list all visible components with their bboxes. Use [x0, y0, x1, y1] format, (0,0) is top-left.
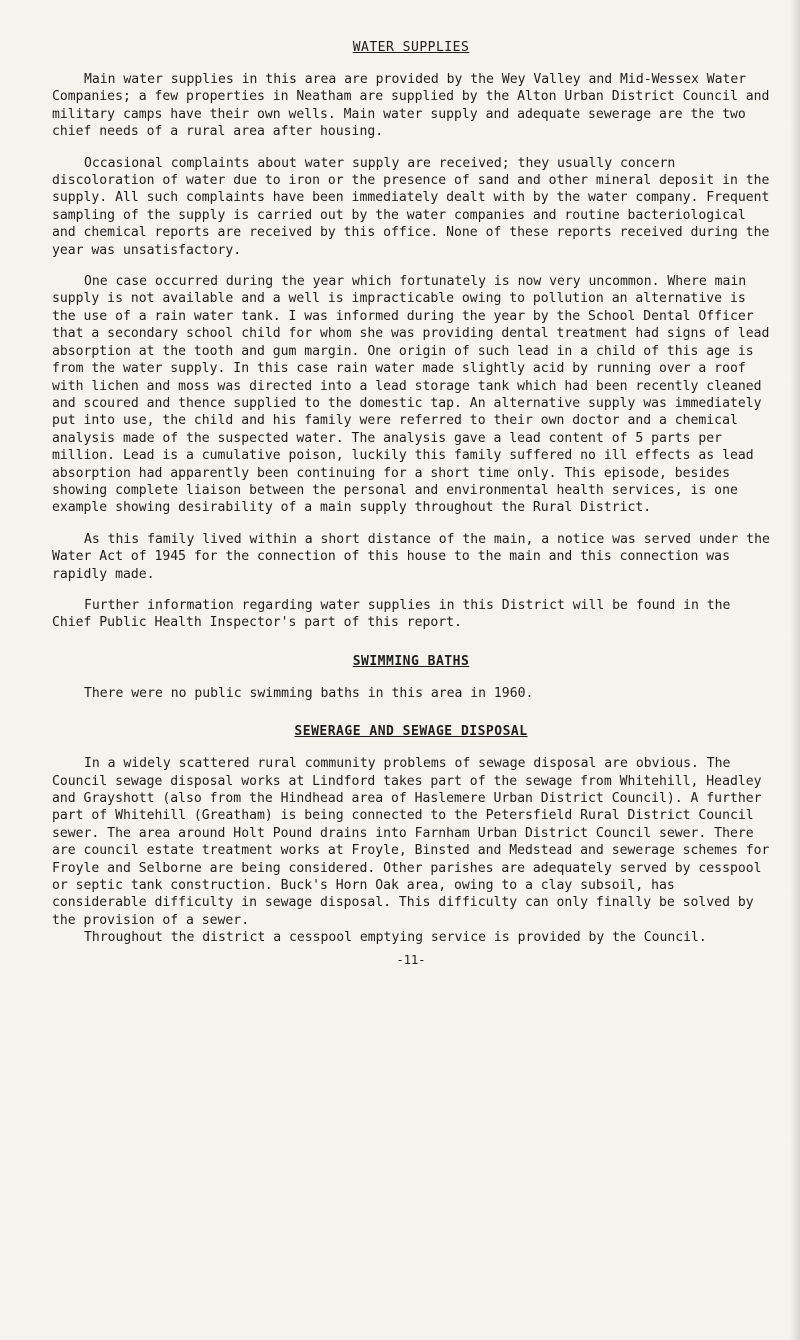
water-paragraph-5: Further information regarding water supplies in this District will be found in the Chief Public Health Inspector's part of this report. [52, 597, 731, 631]
sewerage-paragraph-2: Throughout the district a cesspool emptying service is provided by the Council. [84, 930, 707, 946]
water-paragraph-3: One case occurred during the year which fortunately is now very uncommon. Where main supply is not available and a well is impracticable owing to pollution an alternative is the use of a rain water tank. I was informed during the year by the School Dental Officer that a secondary school child for whom she was providing dental treatment had signs of lead absorption at the tooth and gum margin. One origin of such lead in a child of this age is from the water supply. In this case rain water made slightly acid by running over a roof with lichen and moss was directed into a lead storage tank which had been recently cleaned and scoured and thence supplied to the domestic tap. An alternative supply was immediately put into use, the child and his family were referred to their own doctor and a chemical analysis made of the suspected water. The analysis gave a lead content of 5 parts per million. Lead is a cumulative poison, luckily this family suffered no ill effects as lead absorption had apparently been continuing for a short time only. This episode, besides showing complete liaison between the personal and environmental health services, is one example showing desirability of a main supply throughout the Rural District. [52, 274, 770, 516]
water-paragraph-2: Occasional complaints about water supply are received; they usually concern discoloration of water due to iron or the presence of sand and other mineral deposit in the supply. All such complaints have been immediately dealt with by the water company. Frequent sampling of the supply is carried out by the water companies and routine bacteriological and chemical reports are received by this office. None of these reports received during the year was unsatisfactory. [52, 155, 770, 258]
page-number: -11- [396, 952, 426, 967]
swimming-paragraph-1: There were no public swimming baths in this area in 1960. [84, 685, 534, 701]
water-paragraph-1: Main water supplies in this area are provided by the Wey Valley and Mid-Wessex Water Companies; a few properties in Neatham are supplied by the Alton Urban District Council and military camps have their own wells. Main water supply and adequate sewerage are the two chief needs of a rural area after housing. [52, 72, 770, 140]
water-supplies-heading: WATER SUPPLIES [352, 40, 470, 55]
water-paragraph-4: As this family lived within a short distance of the main, a notice was served under the Water Act of 1945 for the connection of this house to the main and this connection was rapidly made. [52, 531, 770, 582]
sewerage-paragraph-1: In a widely scattered rural community problems of sewage disposal are obvious. The Council sewage disposal works at Lindford takes part of the sewage from Whitehill, Headley and Grayshott (also from the Hindhead area of Haslemere Urban District Council). A further part of Whitehill (Greatham) is being connected to the Petersfield Rural District Council sewer. The area around Holt Pound drains into Farnham Urban District Council sewer. There are council estate treatment works at Froyle, Binsted and Medstead and sewerage schemes for Froyle and Selborne are being considered. Other parishes are adequately served by cesspool or septic tank construction. Buck's Horn Oak area, owing to a clay subsoil, has considerable difficulty in sewage disposal. This difficulty can only finally be solved by the provision of a sewer. [52, 756, 770, 928]
page-edge-shadow [790, 0, 800, 1340]
swimming-baths-heading: SWIMMING BATHS [352, 653, 470, 669]
sewerage-heading: SEWERAGE AND SEWAGE DISPOSAL [294, 724, 528, 740]
